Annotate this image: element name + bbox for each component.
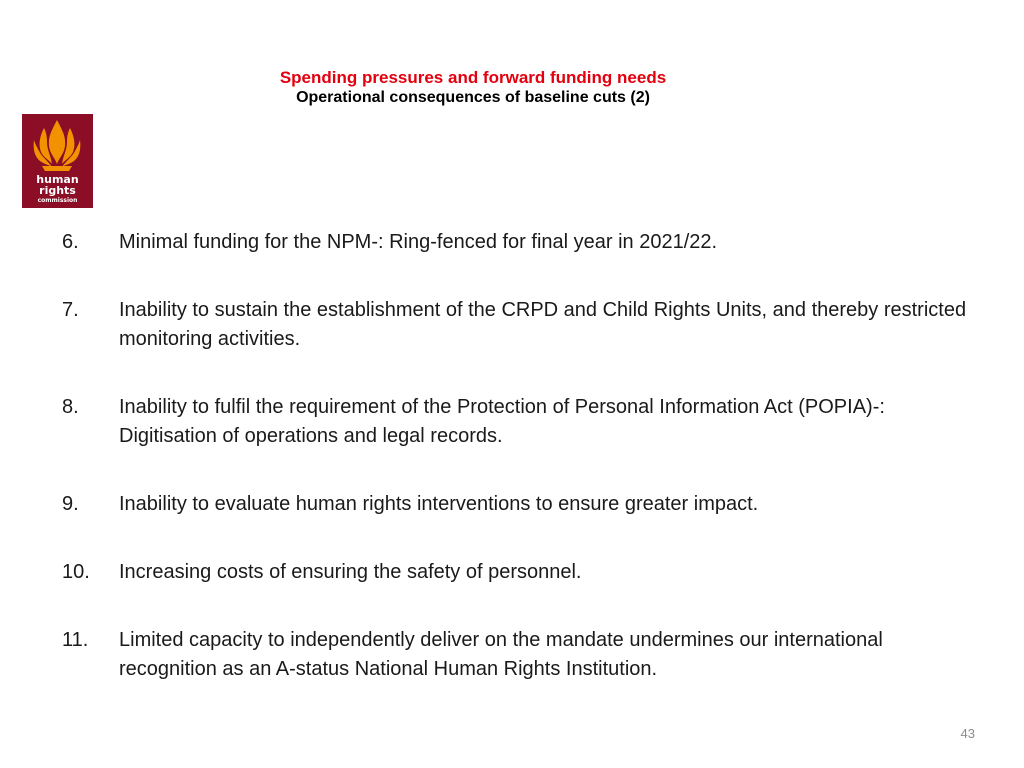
list-item <box>62 296 982 354</box>
title-block <box>200 68 746 108</box>
list-item <box>62 558 982 587</box>
item-number: 8. <box>62 396 79 418</box>
item-number: 6. <box>62 231 79 253</box>
list-item <box>62 228 982 257</box>
item-number: 10. <box>62 561 90 583</box>
item-text: Increasing costs of ensuring the safety of personnel. <box>119 561 582 583</box>
commission-logo <box>22 114 93 208</box>
flame-icon <box>22 114 93 208</box>
list-item <box>62 393 982 451</box>
item-text: Inability to sustain the establishment of the CRPD and Child Rights Units, and thereby restricted monitoring activities. <box>119 299 967 350</box>
consequences-list <box>62 228 982 723</box>
item-text: Inability to fulfil the requirement of the Protection of Personal Information Act (POPIA)-: Digitisation of operations and legal records. <box>119 396 885 447</box>
item-number: 9. <box>62 493 79 515</box>
slide-title: Spending pressures and forward funding needs <box>279 68 667 87</box>
item-text: Inability to evaluate human rights interventions to ensure greater impact. <box>119 493 759 515</box>
item-text: Minimal funding for the NPM-: Ring-fenced for final year in 2021/22. <box>119 231 718 253</box>
list-item <box>62 490 982 519</box>
logo-text-rights: rights <box>39 184 76 197</box>
slide-subtitle: Operational consequences of baseline cuts (2) <box>296 89 650 106</box>
logo-text-human: human <box>36 173 79 186</box>
item-number: 7. <box>62 299 79 321</box>
list-item <box>62 626 982 684</box>
item-number: 11. <box>62 629 89 651</box>
page-number: 43 <box>960 726 975 741</box>
item-text: Limited capacity to independently deliver on the mandate undermines our international recognition as an A-status National Human Rights Institution. <box>119 629 883 680</box>
logo-text-commission: commission <box>37 197 78 204</box>
